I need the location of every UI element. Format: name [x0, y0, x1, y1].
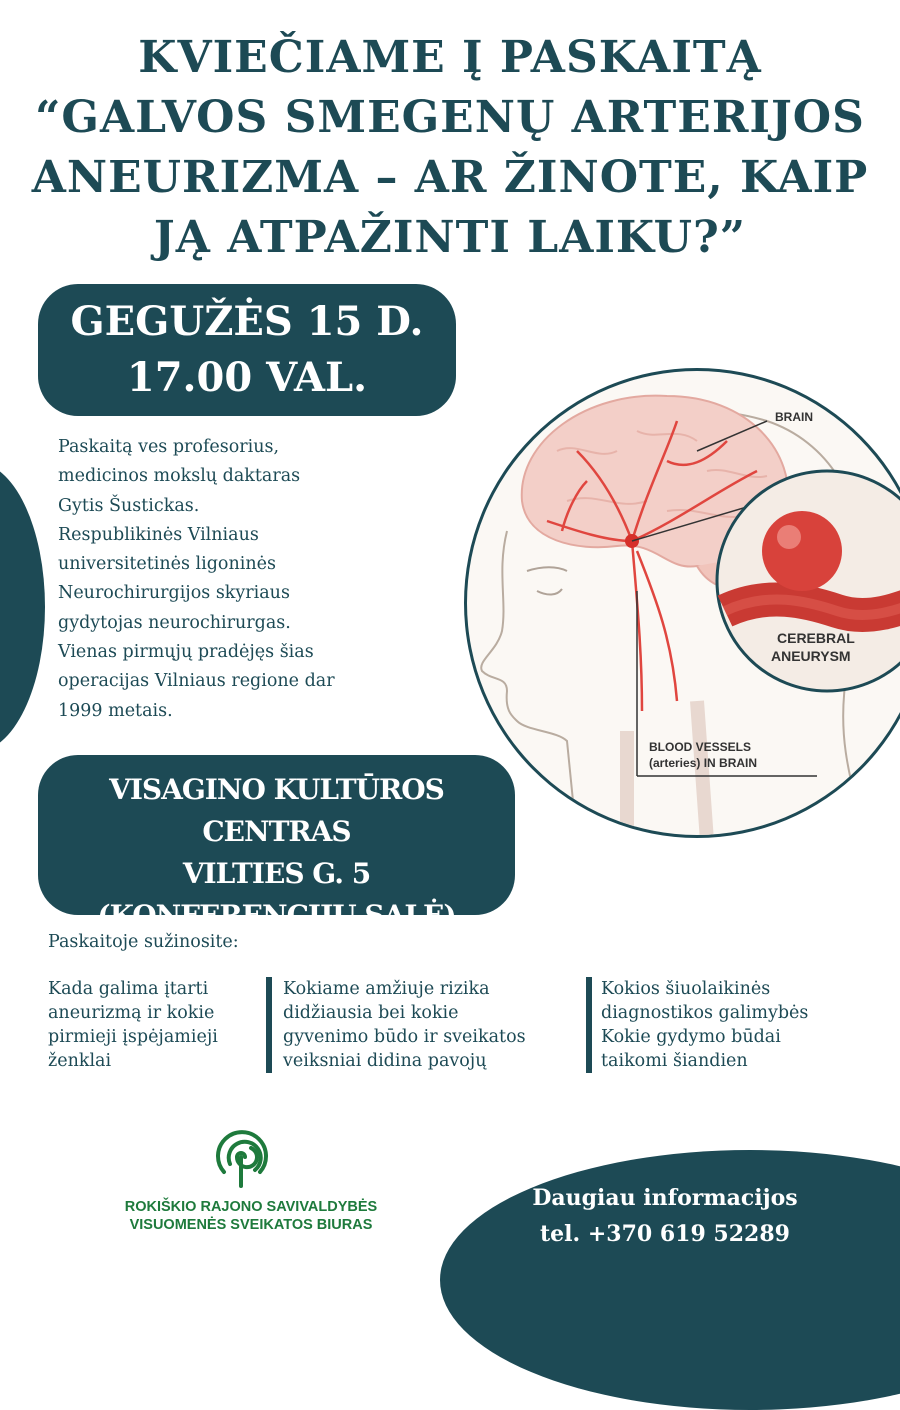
organization-name — [96, 1198, 406, 1234]
speaker-bio — [58, 433, 458, 726]
date-time-box — [38, 284, 456, 416]
bio-line: Respublikinės Vilniaus — [58, 524, 259, 545]
bio-line: universitetinės ligoninės — [58, 554, 276, 575]
learn-line: veiksniai didina pavojų — [283, 1051, 487, 1071]
contact-info — [470, 1180, 860, 1252]
venue-name: VISAGINO KULTŪROS CENTRAS — [109, 773, 444, 848]
learn-column-2 — [283, 977, 583, 1073]
learn-line: Kada galima įtarti — [48, 979, 209, 999]
bio-line: Paskaitą ves profesorius, — [58, 437, 280, 457]
title-line: KVIEČIAME Į PASKAITĄ — [138, 32, 762, 83]
bio-line: Vienas pirmųjų pradėjęs šias — [58, 642, 314, 663]
label-aneurysm: ANEURYSM — [771, 648, 851, 664]
event-title — [0, 28, 900, 268]
learn-column-3 — [601, 977, 891, 1073]
learn-line: ženklai — [48, 1051, 112, 1071]
learn-line: taikomi šiandien — [601, 1051, 748, 1071]
learn-line: diagnostikos galimybės — [601, 1003, 809, 1023]
spiral-logo-icon — [208, 1124, 274, 1190]
label-cerebral: CEREBRAL — [777, 630, 855, 646]
column-divider — [266, 977, 272, 1073]
learn-heading: Paskaitoje sužinosite: — [48, 932, 239, 952]
event-date: GEGUŽĖS 15 D. — [70, 298, 424, 345]
title-line: “GALVOS SMEGENŲ ARTERIJOS — [35, 92, 865, 143]
title-line: ANEURIZMA – AR ŽINOTE, KAIP — [31, 152, 869, 203]
learn-line: Kokios šiuolaikinės — [601, 979, 771, 999]
learn-line: Kokiame amžiuje rizika — [283, 979, 490, 999]
venue-address: VILTIES G. 5 — [182, 857, 371, 890]
column-divider — [586, 977, 592, 1073]
bio-line: Gytis Šustickas. — [58, 495, 200, 516]
brain-illustration — [464, 368, 900, 838]
learn-line: didžiausia bei kokie — [283, 1003, 459, 1023]
bio-line: operacijas Vilniaus regione dar — [58, 671, 335, 692]
organization-line: VISUOMENĖS SVEIKATOS BIURAS — [129, 1217, 373, 1233]
title-line: JĄ ATPAŽINTI LAIKU?” — [153, 212, 747, 263]
bio-line: 1999 metais. — [58, 700, 173, 721]
organization-line: ROKIŠKIO RAJONO SAVIVALDYBĖS — [124, 1199, 378, 1215]
contact-phone: tel. +370 619 52289 — [540, 1221, 790, 1247]
learn-line: Kokie gydymo būdai — [601, 1027, 781, 1047]
bio-line: gydytojas neurochirurgas. — [58, 612, 291, 633]
brain-aneurysm-diagram — [467, 371, 900, 838]
bio-line: medicinos mokslų daktaras — [58, 466, 301, 487]
bio-line: Neurochirurgijos skyriaus — [58, 583, 290, 604]
learn-line: gyvenimo būdo ir sveikatos — [283, 1027, 526, 1047]
contact-heading: Daugiau informacijos — [532, 1185, 798, 1211]
event-time: 17.00 VAL. — [126, 354, 368, 401]
learn-line: pirmieji įspėjamieji — [48, 1027, 218, 1047]
learn-column-1 — [48, 977, 263, 1073]
learn-line: aneurizmą ir kokie — [48, 1003, 215, 1023]
decorative-left-arc — [0, 462, 45, 752]
venue-room: (KONFERENCIJŲ SALĖ) — [97, 899, 456, 932]
label-arteries: (arteries) IN BRAIN — [649, 756, 758, 770]
label-blood-vessels: BLOOD VESSELS — [649, 740, 752, 754]
label-brain: BRAIN — [775, 410, 813, 424]
venue-box — [38, 755, 515, 932]
